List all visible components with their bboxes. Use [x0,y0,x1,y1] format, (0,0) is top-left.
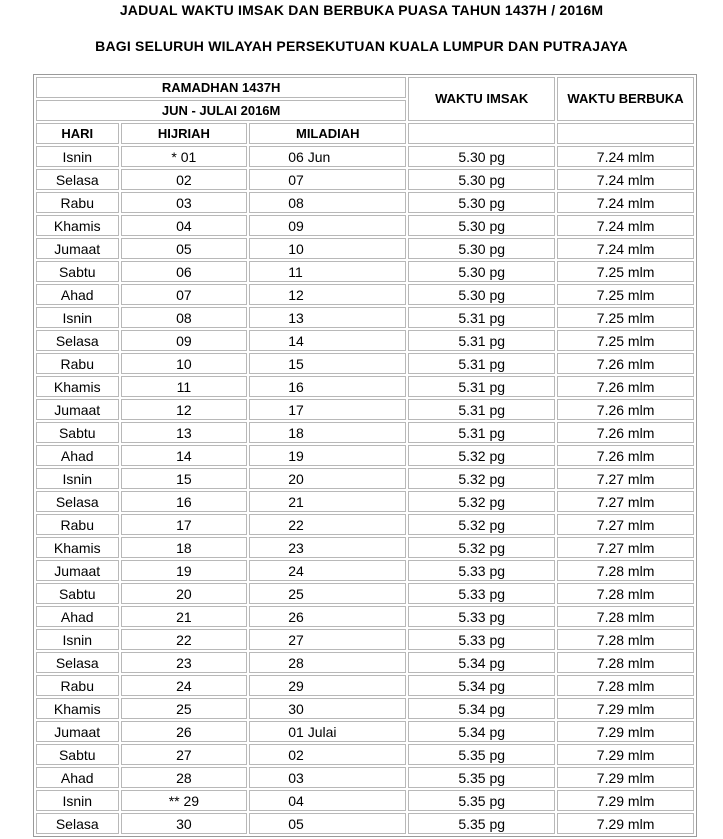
cell-hari: Ahad [36,606,119,627]
header-row-1 [36,77,694,98]
header-row-3 [36,123,694,144]
table-row [36,192,694,213]
cell-miladiah: 05 [249,813,406,834]
page-subtitle: BAGI SELURUH WILAYAH PERSEKUTUAN KUALA LUMPUR DAN PUTRAJAYA [95,38,628,54]
table-row [36,721,694,742]
cell-hijriah: 14 [121,445,248,466]
table-row [36,790,694,811]
table-row [36,445,694,466]
cell-miladiah: 19 [249,445,406,466]
cell-hari: Rabu [36,192,119,213]
table-row [36,652,694,673]
cell-berbuka: 7.26 mlm [557,422,694,443]
cell-miladiah: 01 Julai [249,721,406,742]
cell-miladiah: 04 [249,790,406,811]
header-ramadhan: RAMADHAN 1437H [36,77,406,98]
cell-imsak: 5.31 pg [408,422,555,443]
table-row [36,215,694,236]
cell-hijriah: 20 [121,583,248,604]
cell-berbuka: 7.24 mlm [557,238,694,259]
cell-miladiah: 03 [249,767,406,788]
cell-miladiah: 07 [249,169,406,190]
header-empty-imsak [408,123,555,144]
cell-hijriah: ** 29 [121,790,248,811]
cell-hijriah: 22 [121,629,248,650]
table-row [36,169,694,190]
cell-hari: Rabu [36,675,119,696]
cell-berbuka: 7.25 mlm [557,261,694,282]
cell-hari: Selasa [36,813,119,834]
table-row [36,238,694,259]
table-row [36,146,694,167]
cell-imsak: 5.35 pg [408,744,555,765]
cell-berbuka: 7.26 mlm [557,399,694,420]
table-row [36,583,694,604]
cell-berbuka: 7.26 mlm [557,353,694,374]
cell-hijriah: 04 [121,215,248,236]
table-row [36,353,694,374]
cell-hari: Sabtu [36,744,119,765]
cell-imsak: 5.32 pg [408,445,555,466]
cell-berbuka: 7.28 mlm [557,675,694,696]
cell-miladiah: 28 [249,652,406,673]
cell-berbuka: 7.29 mlm [557,698,694,719]
cell-hijriah: 27 [121,744,248,765]
table-row [36,813,694,834]
cell-berbuka: 7.29 mlm [557,813,694,834]
cell-imsak: 5.34 pg [408,721,555,742]
cell-hari: Ahad [36,284,119,305]
header-waktu-imsak: WAKTU IMSAK [408,77,555,121]
cell-berbuka: 7.29 mlm [557,767,694,788]
table-row [36,606,694,627]
cell-miladiah: 18 [249,422,406,443]
cell-berbuka: 7.28 mlm [557,583,694,604]
cell-hijriah: 09 [121,330,248,351]
cell-imsak: 5.30 pg [408,284,555,305]
cell-hijriah: 26 [121,721,248,742]
cell-miladiah: 30 [249,698,406,719]
header-empty-berbuka [557,123,694,144]
cell-imsak: 5.33 pg [408,583,555,604]
cell-imsak: 5.35 pg [408,767,555,788]
cell-miladiah: 29 [249,675,406,696]
cell-imsak: 5.33 pg [408,606,555,627]
table-row [36,491,694,512]
cell-imsak: 5.33 pg [408,629,555,650]
cell-imsak: 5.30 pg [408,192,555,213]
cell-miladiah: 12 [249,284,406,305]
cell-hari: Khamis [36,215,119,236]
cell-miladiah: 16 [249,376,406,397]
cell-miladiah: 22 [249,514,406,535]
cell-berbuka: 7.27 mlm [557,537,694,558]
table-row [36,399,694,420]
cell-imsak: 5.32 pg [408,514,555,535]
cell-miladiah: 08 [249,192,406,213]
cell-hari: Ahad [36,767,119,788]
cell-berbuka: 7.25 mlm [557,284,694,305]
cell-hijriah: 06 [121,261,248,282]
cell-imsak: 5.31 pg [408,330,555,351]
cell-hari: Isnin [36,307,119,328]
table-row [36,307,694,328]
cell-hijriah: 24 [121,675,248,696]
table-row [36,767,694,788]
cell-berbuka: 7.29 mlm [557,790,694,811]
cell-hijriah: 03 [121,192,248,213]
cell-imsak: 5.31 pg [408,376,555,397]
cell-hijriah: * 01 [121,146,248,167]
cell-miladiah: 10 [249,238,406,259]
table-row [36,330,694,351]
cell-imsak: 5.34 pg [408,675,555,696]
cell-miladiah: 11 [249,261,406,282]
cell-hari: Jumaat [36,238,119,259]
cell-imsak: 5.34 pg [408,652,555,673]
cell-hijriah: 23 [121,652,248,673]
cell-hari: Rabu [36,353,119,374]
cell-imsak: 5.30 pg [408,169,555,190]
cell-berbuka: 7.26 mlm [557,376,694,397]
cell-miladiah: 21 [249,491,406,512]
cell-imsak: 5.30 pg [408,215,555,236]
cell-hijriah: 17 [121,514,248,535]
cell-miladiah: 15 [249,353,406,374]
cell-imsak: 5.31 pg [408,399,555,420]
cell-hari: Sabtu [36,261,119,282]
table-row [36,514,694,535]
header-hari: HARI [36,123,119,144]
cell-hijriah: 15 [121,468,248,489]
cell-berbuka: 7.27 mlm [557,491,694,512]
cell-hijriah: 11 [121,376,248,397]
cell-berbuka: 7.28 mlm [557,652,694,673]
header-month-range: JUN - JULAI 2016M [36,100,406,121]
cell-imsak: 5.31 pg [408,353,555,374]
cell-berbuka: 7.24 mlm [557,146,694,167]
cell-miladiah: 26 [249,606,406,627]
cell-berbuka: 7.24 mlm [557,192,694,213]
cell-miladiah: 25 [249,583,406,604]
table-row [36,560,694,581]
cell-hijriah: 25 [121,698,248,719]
cell-hijriah: 02 [121,169,248,190]
cell-hijriah: 13 [121,422,248,443]
cell-hari: Selasa [36,169,119,190]
cell-imsak: 5.30 pg [408,146,555,167]
cell-imsak: 5.30 pg [408,261,555,282]
cell-berbuka: 7.29 mlm [557,721,694,742]
cell-berbuka: 7.25 mlm [557,330,694,351]
table-row [36,284,694,305]
cell-hari: Selasa [36,330,119,351]
cell-hari: Isnin [36,629,119,650]
cell-berbuka: 7.29 mlm [557,744,694,765]
cell-hijriah: 21 [121,606,248,627]
cell-hari: Selasa [36,491,119,512]
table-row [36,744,694,765]
cell-miladiah: 17 [249,399,406,420]
cell-hijriah: 08 [121,307,248,328]
table-row [36,261,694,282]
cell-miladiah: 24 [249,560,406,581]
cell-hijriah: 10 [121,353,248,374]
cell-miladiah: 09 [249,215,406,236]
cell-hari: Khamis [36,376,119,397]
cell-hari: Selasa [36,652,119,673]
header-waktu-berbuka: WAKTU BERBUKA [557,77,694,121]
header-hijriah: HIJRIAH [121,123,248,144]
cell-miladiah: 06 Jun [249,146,406,167]
table-row [36,629,694,650]
schedule-table [33,74,697,837]
table-row [36,468,694,489]
table-row [36,422,694,443]
cell-hari: Isnin [36,146,119,167]
table-row [36,675,694,696]
cell-hari: Isnin [36,468,119,489]
cell-hari: Rabu [36,514,119,535]
cell-hari: Sabtu [36,422,119,443]
cell-miladiah: 23 [249,537,406,558]
cell-hijriah: 30 [121,813,248,834]
cell-imsak: 5.31 pg [408,307,555,328]
cell-berbuka: 7.27 mlm [557,514,694,535]
cell-miladiah: 13 [249,307,406,328]
header-miladiah: MILADIAH [249,123,406,144]
cell-miladiah: 27 [249,629,406,650]
table-row [36,698,694,719]
cell-imsak: 5.35 pg [408,790,555,811]
cell-berbuka: 7.24 mlm [557,169,694,190]
cell-imsak: 5.32 pg [408,491,555,512]
cell-berbuka: 7.27 mlm [557,468,694,489]
cell-imsak: 5.35 pg [408,813,555,834]
cell-hijriah: 19 [121,560,248,581]
cell-berbuka: 7.28 mlm [557,560,694,581]
cell-hijriah: 28 [121,767,248,788]
cell-imsak: 5.32 pg [408,537,555,558]
cell-imsak: 5.34 pg [408,698,555,719]
cell-imsak: 5.32 pg [408,468,555,489]
cell-miladiah: 14 [249,330,406,351]
table-row [36,537,694,558]
page-title: JADUAL WAKTU IMSAK DAN BERBUKA PUASA TAHUN 1437H / 2016M [119,2,604,18]
cell-hijriah: 18 [121,537,248,558]
cell-hari: Khamis [36,537,119,558]
cell-hijriah: 16 [121,491,248,512]
cell-berbuka: 7.25 mlm [557,307,694,328]
cell-hari: Sabtu [36,583,119,604]
cell-hijriah: 12 [121,399,248,420]
cell-berbuka: 7.28 mlm [557,606,694,627]
cell-hari: Ahad [36,445,119,466]
cell-hijriah: 05 [121,238,248,259]
cell-hari: Jumaat [36,721,119,742]
cell-berbuka: 7.26 mlm [557,445,694,466]
cell-hijriah: 07 [121,284,248,305]
cell-miladiah: 20 [249,468,406,489]
cell-imsak: 5.33 pg [408,560,555,581]
cell-miladiah: 02 [249,744,406,765]
cell-hari: Jumaat [36,399,119,420]
cell-hari: Isnin [36,790,119,811]
cell-hari: Jumaat [36,560,119,581]
cell-berbuka: 7.24 mlm [557,215,694,236]
cell-imsak: 5.30 pg [408,238,555,259]
cell-berbuka: 7.28 mlm [557,629,694,650]
cell-hari: Khamis [36,698,119,719]
table-row [36,376,694,397]
